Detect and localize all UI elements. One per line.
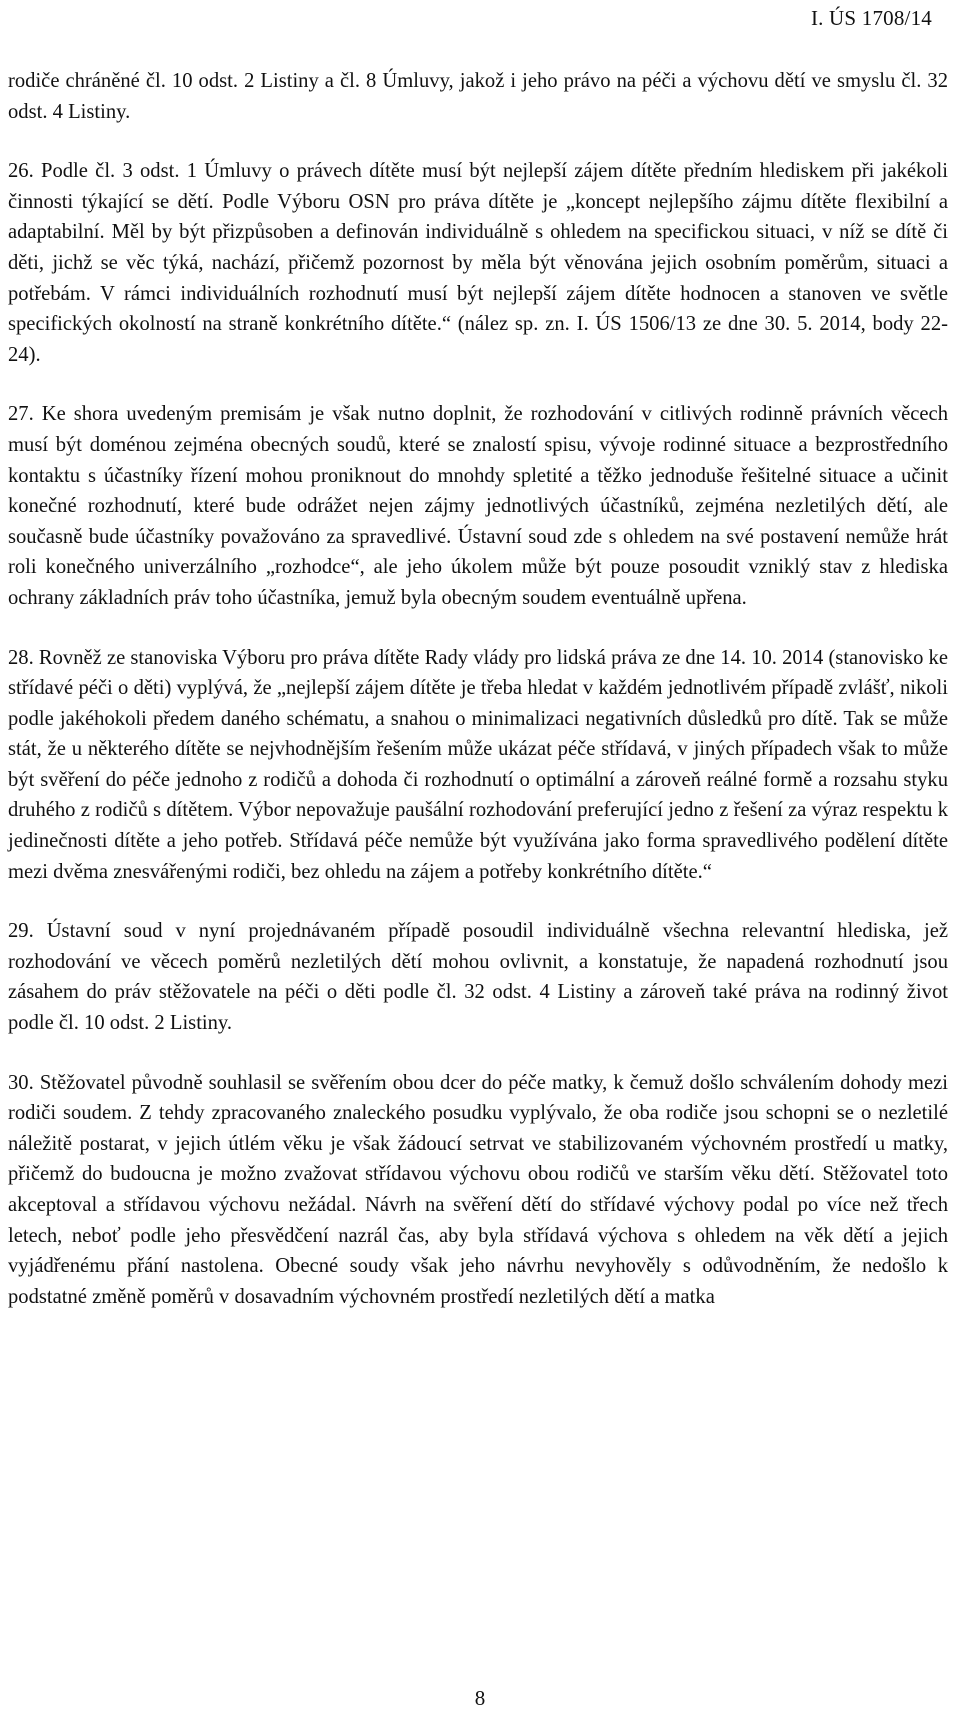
document-body xyxy=(8,66,948,1341)
paragraph-26: 26. Podle čl. 3 odst. 1 Úmluvy o právech dítěte musí být nejlepší zájem dítěte předním hlediskem při jakékoli činnosti týkající se dětí. Podle Výboru OSN pro práva dítěte je „koncept nejlepšího zájmu dítěte flexibilní a adaptabilní. Měl by být přizpůsoben a definován individuálně s ohledem na specifickou situaci, v níž se dítě či děti, jichž se věc týká, nachází, přičemž pozornost by měla být věnována jejich osobním poměrům, situaci a potřebám. V rámci individuálních rozhodnutí musí být nejlepší zájem dítěte hodnocen a stanoven ve světle specifických okolností na straně konkrétního dítěte.“ (nález sp. zn. I. ÚS 1506/13 ze dne 30. 5. 2014, body 22-24). xyxy=(8,160,948,366)
paragraph-27: 27. Ke shora uvedeným premisám je však nutno doplnit, že rozhodování v citlivých rodinně právních věcech musí být doménou zejména obecných soudů, které se znalostí spisu, vývoje rodinné situace a bezprostředního kontaktu s účastníky řízení mohou proniknout do mnohdy spletité a těžko jednoduše řešitelné situace a učinit konečné rozhodnutí, které bude odrážet nejen zájmy jednotlivých účastníků, zejména nezletilých dětí, ale současně bude účastníky považováno za spravedlivé. Ústavní soud zde s ohledem na své postavení nemůže hrát roli konečného univerzálního „rozhodce“, ale jeho úkolem může být pouze posoudit vzniklý stav z hlediska ochrany základních práv toho účastníka, jemuž byla obecným soudem eventuálně upřena. xyxy=(8,403,948,609)
paragraph-29: 29. Ústavní soud v nyní projednávaném případě posoudil individuálně všechna relevantní hlediska, jež rozhodování ve věcech poměrů nezletilých dětí mohou ovlivnit, a konstatuje, že napadená rozhodnutí jsou zásahem do práv stěžovatele na péči o děti podle čl. 32 odst. 4 Listiny a zároveň také práva na rodinný život podle čl. 10 odst. 2 Listiny. xyxy=(8,920,948,1035)
paragraph-continuation: rodiče chráněné čl. 10 odst. 2 Listiny a čl. 8 Úmluvy, jakož i jeho právo na péči a výchovu dětí ve smyslu čl. 32 odst. 4 Listiny. xyxy=(8,70,948,123)
paragraph-28: 28. Rovněž ze stanoviska Výboru pro práva dítěte Rady vlády pro lidská práva ze dne 14. 10. 2014 (stanovisko ke střídavé péči o děti) vyplývá, že „nejlepší zájem dítěte je třeba hledat v každém jednotlivém případě zvlášť, nikoli podle jakéhokoli předem daného schématu, a snahou o minimalizaci negativních důsledků pro dítě. Tak se může stát, že u některého dítěte se nejvhodnějším řešením může ukázat péče střídavá, v jiných případech však to může být svěření do péče jednoho z rodičů a dohoda či rozhodnutí o optimální a zároveň reálné formě a rozsahu styku druhého z rodičů s dítětem. Výbor nepovažuje paušální rozhodování preferující jedno z řešení za výraz respektu k jedinečnosti dítěte a jeho potřeb. Střídavá péče nemůže být využívána jako forma spravedlivého podělení dítěte mezi dvěma znesvářenými rodiči, bez ohledu na zájem a potřeby konkrétního dítěte.“ xyxy=(8,646,948,883)
paragraph-30: 30. Stěžovatel původně souhlasil se svěřením obou dcer do péče matky, k čemuž došlo schválením dohody mezi rodiči soudem. Z tehdy zpracovaného znaleckého posudku vyplývalo, že oba rodiče jsou schopni se o nezletilé náležitě postarat, v jejich útlém věku je však žádoucí setrvat ve stabilizovaném výchovném prostředí u matky, přičemž do budoucna je možno zvažovat střídavou výchovu obou rodičů ve starším věku dětí. Stěžovatel toto akceptoval a střídavou výchovu nežádal. Návrh na svěření dětí do střídavé výchovy podal po více než třech letech, neboť podle jeho přesvědčení nazrál čas, aby byla střídavá výchova s ohledem na věk dětí a jejich vyjádřenému přání nastolena. Obecné soudy však jeho návrhu nevyhověly s odůvodněním, že nedošlo k podstatné změně poměrů v dosavadním výchovném prostředí nezletilých dětí a matka xyxy=(8,1071,948,1308)
case-number-header: I. ÚS 1708/14 xyxy=(810,6,932,30)
page-number: 8 xyxy=(474,1686,486,1710)
